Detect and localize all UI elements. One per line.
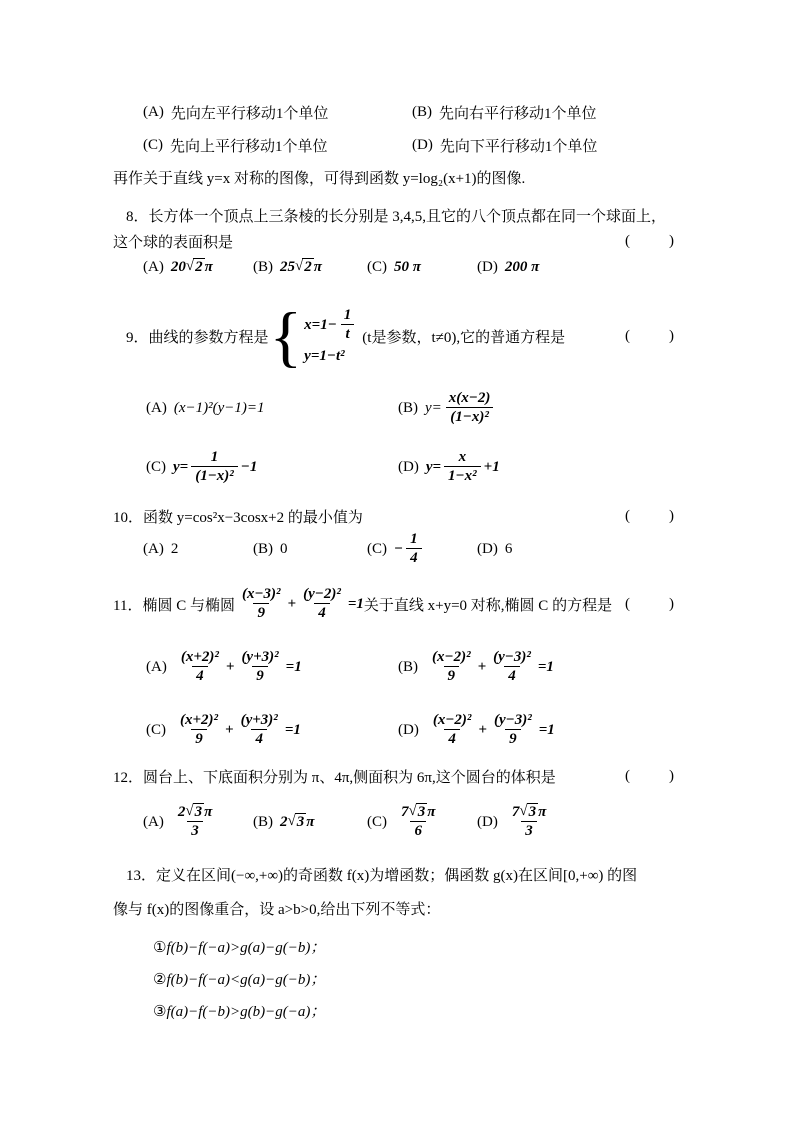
math-pre: 7 <box>511 803 520 820</box>
sqrt-sign: √ <box>519 803 528 819</box>
q9-sys-line-1 <box>304 307 358 344</box>
option-label: (C) <box>367 258 387 275</box>
option-label: (A) <box>143 104 164 120</box>
q12-option-d <box>477 803 705 841</box>
q7-option-b <box>412 102 705 123</box>
sqrt-sign: √ <box>185 803 194 819</box>
q10-answer-paren: ( ) <box>625 508 675 524</box>
option-text: 0 <box>280 540 288 557</box>
fraction-denominator: 9 <box>253 603 269 623</box>
fraction-numerator <box>174 803 216 821</box>
equals-one: =1 <box>285 658 302 675</box>
fraction <box>237 649 282 686</box>
q10-stem <box>113 506 675 527</box>
fraction-denominator: 4 <box>444 729 460 749</box>
option-text: 6 <box>504 540 513 557</box>
q9-intro-text: 9．曲线的参数方程是 <box>126 329 269 346</box>
equals-one: =1 <box>347 595 364 612</box>
sqrt-sign: √ <box>185 258 195 274</box>
q9-options-row-1 <box>113 383 708 433</box>
fraction-denominator: 9 <box>191 729 207 749</box>
q7-option-a <box>143 102 412 123</box>
q10-option-d <box>477 541 705 558</box>
option-formula: (x−1)²(y−1)=1 <box>173 399 265 416</box>
math-post: π <box>204 258 213 275</box>
q12-option-a <box>143 803 253 841</box>
option-text: 先向下平行移动1个单位 <box>439 139 598 155</box>
fraction <box>445 390 495 427</box>
q13-line-2 <box>113 898 675 919</box>
option-label: (B) <box>412 104 432 120</box>
equals-one: =1 <box>284 721 301 738</box>
q8-text-2: 这个球的表面积是 <box>113 235 234 251</box>
math-pre: 20 <box>170 258 186 275</box>
plus-sign: + <box>225 658 235 675</box>
fraction-numerator: (x+2)² <box>180 711 219 728</box>
q12-options-row <box>113 798 705 846</box>
fraction-numerator: 1 <box>343 307 352 323</box>
option-label: (B) <box>398 658 418 675</box>
q11-answer-paren: ( ) <box>625 595 675 612</box>
sqrt-radicand: 3 <box>296 813 305 830</box>
q13-text-1: 13．定义在区间(−∞,+∞)的奇函数 f(x)为增函数；偶函数 g(x)在区间[0,+∞) 的图 <box>126 868 638 884</box>
fraction <box>489 649 535 686</box>
q10-option-b <box>253 541 367 558</box>
q12-text: 12．圆台上、下底面积分别为 π、4π,侧面积为 6π,这个圆台的体积是 <box>113 770 556 786</box>
fraction-numerator: (y−3)² <box>493 711 532 728</box>
q8-line-1 <box>113 205 675 226</box>
fraction <box>299 586 345 623</box>
fraction-numerator: (y−3)² <box>493 648 531 665</box>
fraction-denominator: 4 <box>251 729 267 749</box>
q8-text-1: 8．长方体一个顶点上三条棱的长分别是 3,4,5,且它的八个顶点都在同一个球面上， <box>126 209 667 225</box>
fraction-denominator: 9 <box>444 666 460 686</box>
math-pre: 2 <box>280 813 288 830</box>
q10-option-c <box>367 531 477 568</box>
fraction-numerator <box>397 803 439 821</box>
option-text: 2 <box>170 540 179 557</box>
fraction-denominator: 3 <box>187 821 203 841</box>
math-pre: y= <box>173 458 189 475</box>
fraction-numerator: 1 <box>410 530 418 547</box>
fraction <box>191 449 238 486</box>
equals-one: =1 <box>537 658 554 675</box>
q12-option-c <box>367 803 477 841</box>
q10-options-row <box>113 528 705 570</box>
fraction-denominator: (1−x)² <box>191 466 238 486</box>
sqrt-radicand: 3 <box>528 804 537 820</box>
q12-option-b <box>253 813 367 831</box>
q10-option-a <box>143 541 253 558</box>
sqrt-radicand: 3 <box>417 804 426 820</box>
option-label: (D) <box>477 258 498 275</box>
fraction <box>177 649 223 686</box>
q9-option-b <box>398 390 708 427</box>
option-text: 200 π <box>504 258 540 275</box>
q13-text-2: 像与 f(x)的图像重合，设 a>b>0,给出下列不等式： <box>113 902 441 918</box>
fraction-numerator: 1 <box>210 448 219 465</box>
q12-stem <box>113 766 675 787</box>
q8-answer-paren: ( ) <box>625 233 675 249</box>
q8-options-row <box>113 258 705 276</box>
plus-sign: + <box>287 595 297 612</box>
math-pre: y= <box>425 399 442 416</box>
q9-option-c <box>146 449 398 486</box>
q8-line-2 <box>113 231 675 252</box>
option-label: (D) <box>398 458 419 475</box>
option-label: (A) <box>143 813 164 830</box>
math-post: −1 <box>240 458 258 475</box>
option-text: 先向上平行移动1个单位 <box>170 139 328 155</box>
math-pre: 25 <box>280 258 295 275</box>
math-post: π <box>538 803 547 820</box>
q12-answer-paren: ( ) <box>625 768 675 784</box>
option-label: (B) <box>253 540 273 557</box>
q10-text: 10．函数 y=cos²x−3cosx+2 的最小值为 <box>113 510 363 526</box>
fraction <box>490 712 536 749</box>
q11-option-a <box>146 649 398 686</box>
option-label: (B) <box>398 399 418 416</box>
math-post: +1 <box>483 458 500 475</box>
q9-parametric-system <box>304 307 358 365</box>
q7-tail-text: 再作关于直线 y=x 对称的图像，可得到函数 y=log₂(x+1)的图像. <box>113 171 526 187</box>
math-post: π <box>427 803 436 820</box>
option-label: (C) <box>367 813 387 830</box>
option-label: (A) <box>143 258 164 275</box>
math-post: π <box>313 258 322 275</box>
equals-one: =1 <box>538 721 555 738</box>
q8-option-b <box>253 258 367 276</box>
fraction <box>428 649 475 686</box>
inequality-text: ③f(a)−f(−b)>g(b)−g(−a)； <box>153 1004 326 1020</box>
fraction-denominator: 4 <box>192 666 208 686</box>
inequality-text: ②f(b)−f(−a)<g(a)−g(−b)； <box>153 972 326 988</box>
fraction-numerator: (y+3)² <box>241 648 279 665</box>
q8-option-a <box>143 258 253 276</box>
q11-options-row-1 <box>113 643 708 691</box>
option-label: (D) <box>398 721 419 738</box>
math-pre: 7 <box>401 803 409 820</box>
q8-option-d <box>477 259 705 276</box>
q13-inequality-3 <box>113 1000 715 1021</box>
sqrt-radical <box>185 803 204 821</box>
fraction <box>176 712 222 749</box>
fraction-numerator: (x−2)² <box>432 648 471 665</box>
fraction-numerator <box>508 803 550 821</box>
option-text: 50 π <box>394 258 421 275</box>
left-brace: { <box>269 297 303 374</box>
fraction-denominator: 1−x² <box>444 466 481 486</box>
fraction <box>340 307 356 344</box>
sqrt-sign: √ <box>287 812 296 829</box>
sqrt-radicand: 3 <box>194 804 203 820</box>
math-pre: x=1− <box>304 317 337 333</box>
sqrt-sign: √ <box>295 258 304 274</box>
math-post: π <box>306 813 315 830</box>
q9-option-d <box>398 449 708 486</box>
sqrt-radical <box>288 813 307 831</box>
q13-inequality-2 <box>113 968 715 989</box>
option-label: (C) <box>143 137 163 153</box>
fraction-numerator: (x+2)² <box>180 648 219 665</box>
option-text: 先向左平行移动1个单位 <box>170 106 329 122</box>
fraction <box>238 586 285 623</box>
plus-sign: + <box>225 721 234 738</box>
fraction-numerator: x <box>458 448 467 465</box>
option-label: (D) <box>412 137 433 153</box>
q9-option-a <box>146 400 398 417</box>
option-label: (C) <box>146 721 166 738</box>
sqrt-radical <box>409 803 428 821</box>
fraction-denominator: 4 <box>314 603 330 623</box>
q11-option-b <box>398 649 708 686</box>
q9-answer-paren: ( ) <box>625 327 675 344</box>
option-label: (D) <box>477 813 498 830</box>
q7-tail-line <box>113 167 675 188</box>
fraction-denominator: 6 <box>410 821 426 841</box>
sqrt-radicand: 2 <box>195 259 203 275</box>
q13-line-1 <box>113 864 688 885</box>
fraction-denominator: t <box>341 324 353 344</box>
fraction-denominator: (1−x)² <box>446 407 493 427</box>
q9-stem <box>113 296 675 376</box>
fraction <box>444 449 481 486</box>
fraction <box>429 712 476 749</box>
q7-options-row-2 <box>113 135 705 156</box>
q11-stem <box>113 580 675 628</box>
math-pre: y= <box>425 458 442 475</box>
sqrt-radicand: 2 <box>304 259 312 275</box>
fraction-denominator: 9 <box>505 729 521 749</box>
q11-options-row-2 <box>113 706 708 754</box>
q7-option-c <box>143 135 412 156</box>
fraction-numerator: (x−2)² <box>432 711 472 728</box>
fraction <box>174 803 216 841</box>
option-label: (D) <box>477 540 498 557</box>
option-label: (C) <box>367 540 387 557</box>
fraction-denominator: 9 <box>252 666 268 686</box>
option-label: (B) <box>253 813 273 830</box>
math-post: π <box>204 803 213 820</box>
fraction-numerator: x(x−2) <box>448 389 491 406</box>
inequality-text: ①f(b)−f(−a)>g(a)−g(−b)； <box>153 940 326 956</box>
fraction-numerator: (y+3)² <box>240 711 278 728</box>
sqrt-radical <box>519 803 538 821</box>
fraction <box>237 712 282 749</box>
q9-options-row-2 <box>113 442 708 492</box>
fraction-numerator: (y−2)² <box>303 585 341 602</box>
q13-inequality-1 <box>113 936 715 957</box>
q8-option-c <box>367 259 477 276</box>
fraction-denominator: 3 <box>521 821 537 841</box>
fraction <box>397 803 439 841</box>
plus-sign: + <box>478 721 487 738</box>
fraction <box>508 803 550 841</box>
math-pre: 2 <box>177 803 186 820</box>
q11-option-d <box>398 712 708 749</box>
q9-mid-text: (t是参数，t≠0),它的普通方程是 <box>362 329 566 346</box>
sqrt-sign: √ <box>408 803 417 819</box>
q7-option-d <box>412 135 705 156</box>
option-label: (A) <box>146 399 167 416</box>
q11-pre-text: 11．椭圆 C 与椭圆 <box>113 597 235 614</box>
option-text: 先向右平行移动1个单位 <box>439 106 597 122</box>
math-pre: − <box>394 540 404 557</box>
fraction <box>406 531 422 568</box>
fraction-denominator: 4 <box>504 666 520 686</box>
q9-sys-line-2: y=1−t² <box>304 348 345 364</box>
option-label: (C) <box>146 458 166 475</box>
option-label: (A) <box>143 540 164 557</box>
q11-option-c <box>146 712 398 749</box>
q11-post-text: 关于直线 x+y=0 对称,椭圆 C 的方程是 <box>363 597 613 614</box>
fraction-numerator: (x−3)² <box>241 585 281 602</box>
sqrt-radical <box>295 258 314 276</box>
sqrt-radical <box>186 258 205 276</box>
option-label: (B) <box>253 258 273 275</box>
option-label: (A) <box>146 658 167 675</box>
plus-sign: + <box>477 658 487 675</box>
q7-options-row-1 <box>113 102 705 123</box>
fraction-denominator: 4 <box>406 548 422 568</box>
